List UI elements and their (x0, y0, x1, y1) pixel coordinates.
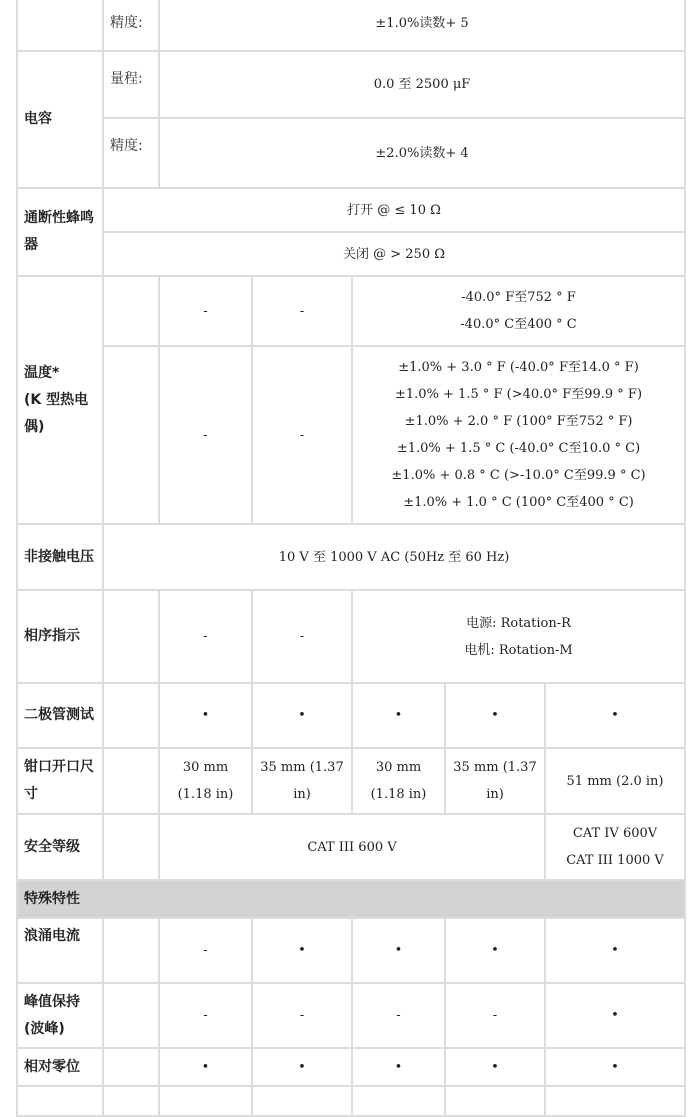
line: ±1.0% + 2.0 ° F (100° F至752 ° F) (404, 414, 633, 429)
value-cell: • (545, 918, 685, 983)
next-row-partial (17, 1086, 685, 1116)
noncontact-value: 10 V 至 1000 V AC (50Hz 至 60 Hz) (103, 524, 685, 590)
empty-cell (103, 1086, 159, 1116)
relzero-label: 相对零位 (17, 1048, 103, 1086)
empty-cell (103, 748, 159, 814)
value-cell: - (159, 918, 252, 983)
empty-cell (103, 683, 159, 748)
continuity-open-row (17, 188, 685, 232)
empty-cell (17, 0, 103, 51)
value-cell: • (545, 1048, 685, 1086)
phase-value (352, 590, 685, 683)
dash-cell: - (159, 276, 252, 346)
capacitance-range-row (17, 51, 685, 118)
value-cell: • (445, 1048, 545, 1086)
empty-cell (445, 1086, 545, 1116)
dash-cell: - (252, 276, 352, 346)
line: ±1.0% + 0.8 ° C (>-10.0° C至99.9 ° C) (391, 468, 646, 483)
empty-cell (103, 918, 159, 983)
value-cell: • (445, 683, 545, 748)
continuity-label: 通断性蜂鸣器 (17, 188, 103, 276)
empty-cell (103, 1048, 159, 1086)
accuracy-label: 精度: (103, 0, 159, 51)
phase-row (17, 590, 685, 683)
dash-cell: - (252, 346, 352, 524)
peak-row (17, 983, 685, 1048)
capacitance-label: 电容 (17, 51, 103, 188)
section-header-special: 特殊特性 (17, 880, 685, 918)
value-cell: - (352, 983, 445, 1048)
phase-label: 相序指示 (17, 590, 103, 683)
diode-label: 二极管测试 (17, 683, 103, 748)
dash-cell: - (252, 590, 352, 683)
noncontact-row (17, 524, 685, 590)
temperature-accuracy-row (17, 346, 685, 524)
empty-cell (103, 814, 159, 880)
line: ±1.0% + 3.0 ° F (-40.0° F至14.0 ° F) (398, 360, 639, 375)
value-cell: • (545, 683, 685, 748)
empty-cell (103, 276, 159, 346)
value-cell: - (252, 983, 352, 1048)
value-cell: 51 mm (2.0 in) (545, 748, 685, 814)
jaw-row (17, 748, 685, 814)
accuracy-label: 精度: (103, 118, 159, 188)
diode-row (17, 683, 685, 748)
safety-label: 安全等级 (17, 814, 103, 880)
continuity-closed-value: 关闭 @ > 250 Ω (103, 232, 685, 276)
inrush-label: 浪涌电流 (17, 918, 103, 983)
dash-cell: - (159, 346, 252, 524)
line: 电机: Rotation-M (464, 642, 573, 658)
safety-value-a: CAT III 600 V (159, 814, 545, 880)
line: CAT IV 600V (572, 826, 658, 841)
value-cell: - (159, 983, 252, 1048)
value-cell: 35 mm (1.37 in) (445, 748, 545, 814)
capacitance-accuracy-value: ±2.0%读数+ 4 (159, 118, 685, 188)
safety-row (17, 814, 685, 880)
inrush-row (17, 918, 685, 983)
value-cell: • (252, 1048, 352, 1086)
temperature-label: 温度* (K 型热电偶) (17, 276, 103, 524)
value-cell: - (445, 983, 545, 1048)
jaw-label: 钳口开口尺寸 (17, 748, 103, 814)
value-cell: • (159, 1048, 252, 1086)
accuracy-row (17, 0, 685, 51)
spec-table (16, 0, 686, 1117)
continuity-open-value: 打开 @ ≤ 10 Ω (103, 188, 685, 232)
empty-cell (159, 1086, 252, 1116)
value-cell: • (159, 683, 252, 748)
value-cell: • (352, 918, 445, 983)
value-cell: • (352, 1048, 445, 1086)
value-cell: 35 mm (1.37 in) (252, 748, 352, 814)
safety-value-b (545, 814, 685, 880)
noncontact-label: 非接触电压 (17, 524, 103, 590)
value-cell: • (545, 983, 685, 1048)
dash-cell: - (159, 590, 252, 683)
line: ±1.0% + 1.5 ° C (-40.0° C至10.0 ° C) (396, 441, 641, 456)
temperature-range-row (17, 276, 685, 346)
empty-cell (252, 1086, 352, 1116)
value-cell: • (352, 683, 445, 748)
line: -40.0° C至400 ° C (460, 317, 577, 332)
temperature-range-value (352, 276, 685, 346)
section-row (17, 880, 685, 918)
value-cell: 30 mm (1.18 in) (159, 748, 252, 814)
continuity-closed-row (17, 232, 685, 276)
capacitance-range-value: 0.0 至 2500 μF (159, 51, 685, 118)
value-cell: • (252, 683, 352, 748)
empty-cell (103, 983, 159, 1048)
empty-cell (352, 1086, 445, 1116)
line: ±1.0% + 1.5 ° F (>40.0° F至99.9 ° F) (394, 387, 643, 402)
empty-cell (545, 1086, 685, 1116)
line: -40.0° F至752 ° F (461, 290, 576, 305)
relzero-row (17, 1048, 685, 1086)
empty-cell (17, 1086, 103, 1116)
empty-cell (103, 590, 159, 683)
line: CAT III 1000 V (566, 853, 664, 868)
empty-cell (103, 346, 159, 524)
value-cell: • (445, 918, 545, 983)
line: ±1.0% + 1.0 ° C (100° C至400 ° C) (403, 495, 634, 510)
temperature-accuracy-value (352, 346, 685, 524)
value-cell: • (252, 918, 352, 983)
peak-label: 峰值保持 (波峰) (17, 983, 103, 1048)
capacitance-accuracy-row (17, 118, 685, 188)
accuracy-value: ±1.0%读数+ 5 (159, 0, 685, 51)
range-label: 量程: (103, 51, 159, 118)
line: 电源: Rotation-R (466, 615, 571, 631)
value-cell: 30 mm (1.18 in) (352, 748, 445, 814)
